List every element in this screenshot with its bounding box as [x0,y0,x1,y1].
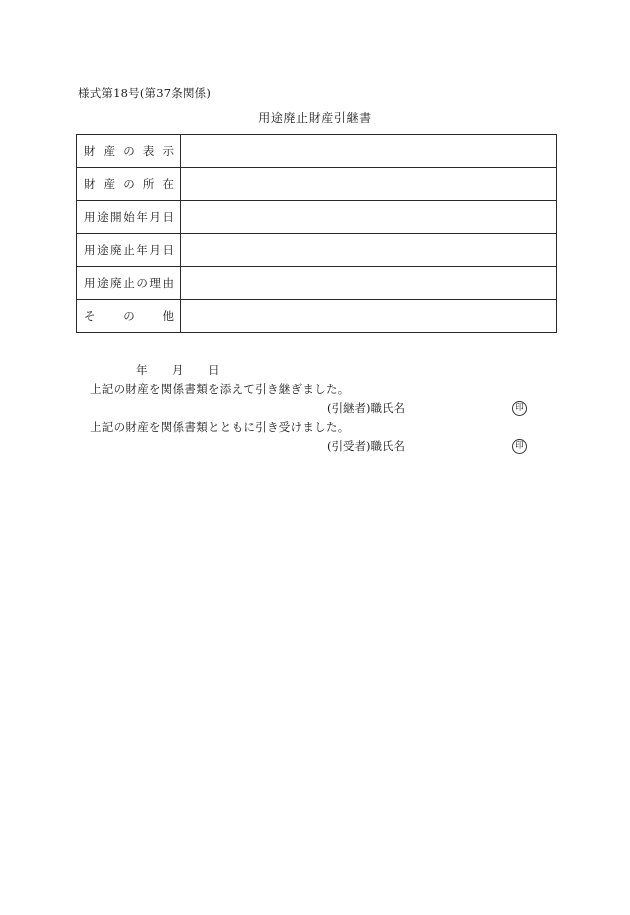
transferor-signature-label: (引継者)職氏名 [327,401,405,415]
row-value-property-description[interactable] [181,135,557,168]
row-value-other[interactable] [181,300,557,333]
date-day-label: 日 [208,363,220,377]
row-value-property-location[interactable] [181,168,557,201]
row-label-other: そ の 他 [77,300,181,333]
row-label-use-start-date: 用 途 開 始 年 月 日 [77,201,181,234]
date-month-label: 月 [172,363,184,377]
table-row [77,168,557,201]
table-row [77,234,557,267]
table-row [77,135,557,168]
transferor-seal-icon: 印 [512,401,527,416]
date-year-label: 年 [136,363,148,377]
row-label-property-location: 財 産 の 所 在 [77,168,181,201]
transfer-statement: 上記の財産を関係書類を添えて引き継ぎました。 [90,382,350,396]
table-row [77,201,557,234]
recipient-seal-icon: 印 [512,439,527,454]
row-value-use-start-date[interactable] [181,201,557,234]
table-row [77,267,557,300]
row-label-property-description: 財 産 の 表 示 [77,135,181,168]
row-value-use-end-date[interactable] [181,234,557,267]
table-row [77,300,557,333]
form-number: 様式第18号(第37条関係) [78,86,212,100]
receipt-statement: 上記の財産を関係書類とともに引き受けました。 [90,420,350,434]
property-table [76,134,557,333]
row-label-abolition-reason: 用 途 廃 止 の 理 由 [77,267,181,300]
row-label-use-end-date: 用 途 廃 止 年 月 日 [77,234,181,267]
document-title: 用途廃止財産引継書 [258,111,372,125]
row-value-abolition-reason[interactable] [181,267,557,300]
recipient-signature-label: (引受者)職氏名 [327,439,405,453]
